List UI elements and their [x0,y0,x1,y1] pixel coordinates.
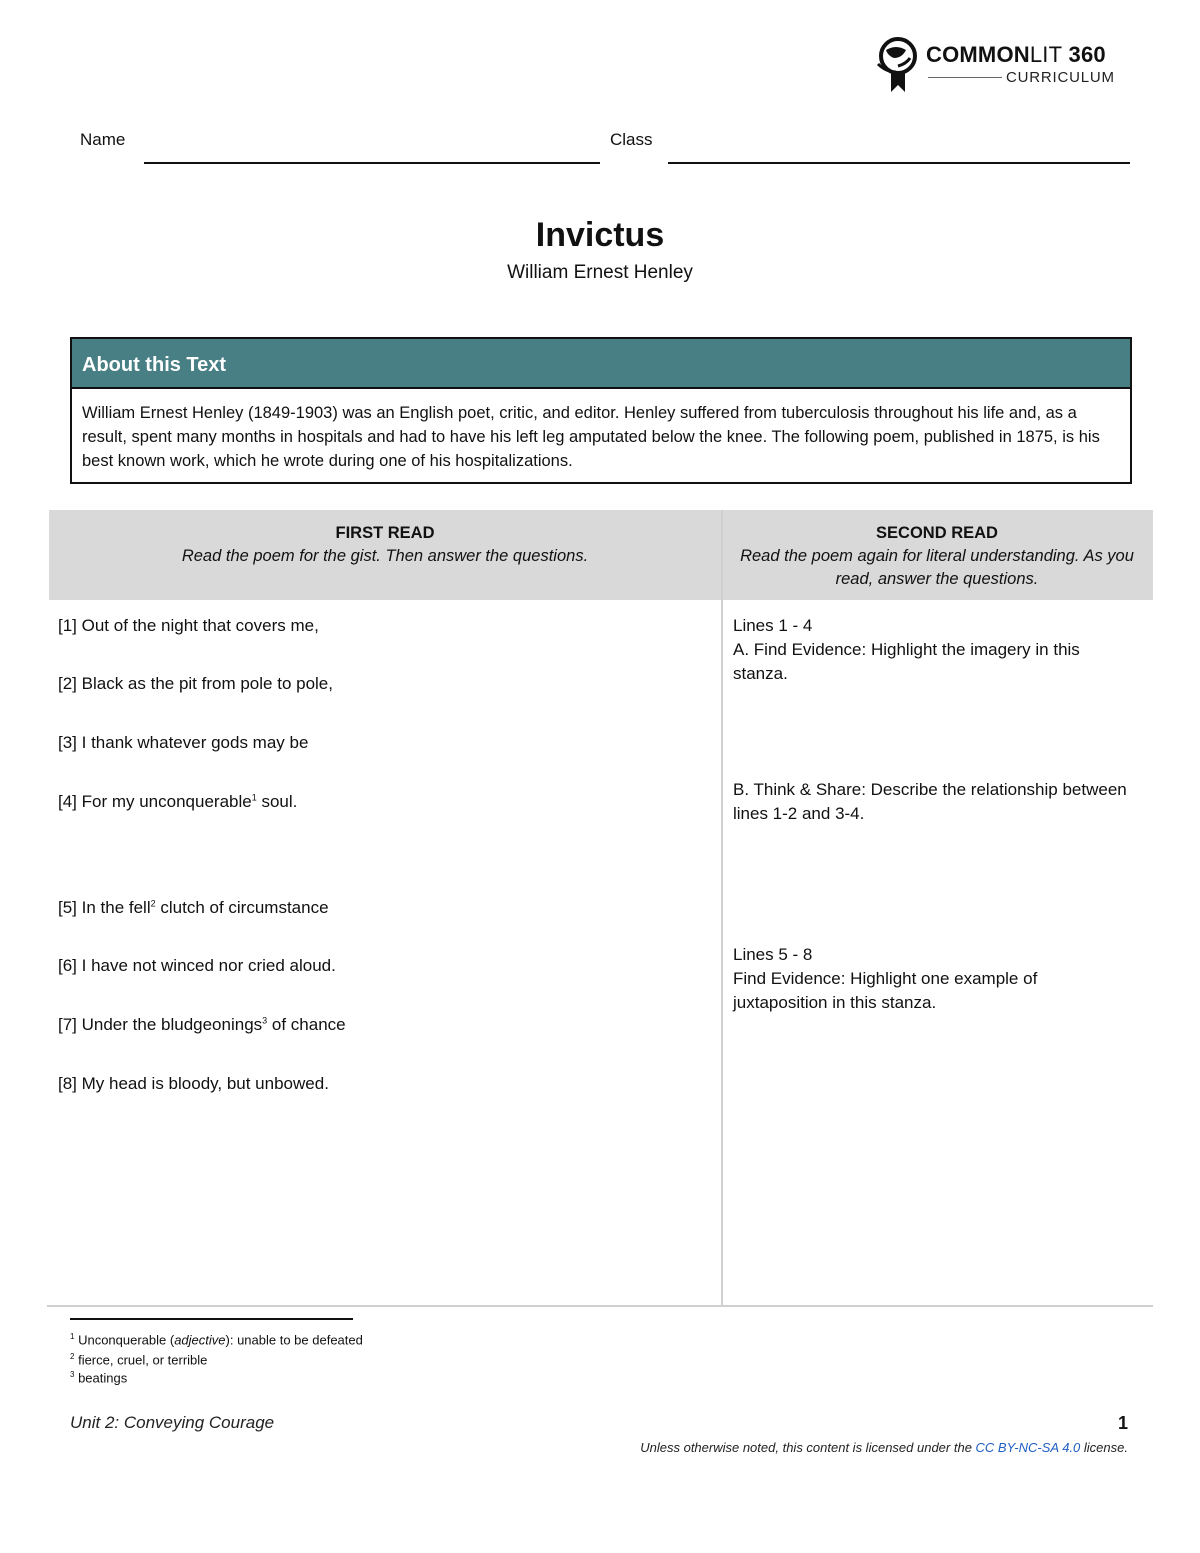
logo-subtitle: CURRICULUM [1006,69,1115,86]
logo-wordmark: COMMONLIT 360 [926,42,1106,67]
commonlit-logo [876,36,1136,94]
footnote-rule [70,1318,353,1320]
class-field[interactable] [668,162,1130,164]
license-link[interactable]: CC BY-NC-SA 4.0 [975,1440,1081,1455]
poem-line: [1] Out of the night that covers me, [58,616,319,635]
class-label: Class [610,130,653,149]
first-read-header: FIRST READ Read the poem for the gist. Then answer the questions. [181,524,589,565]
logo-rule [928,77,1002,78]
name-field[interactable] [144,162,600,164]
about-body: William Ernest Henley (1849-1903) was an English poet, critic, and editor. Henley suffered from tuberculosis throughout his life and, as a result, spent many months in hospitals and had to have his left leg amputated below the knee. The following poem, published in 1875, is his best known work, which he wrote during one of his hospitalizations. [82,404,1100,470]
unit-label: Unit 2: Conveying Courage [70,1413,275,1432]
footnote-ref[interactable]: 3 [262,1015,268,1026]
page-number: 1 [1117,1413,1128,1433]
poem-line: [6] I have not winced nor cried aloud. [58,956,336,975]
page-title: Invictus [535,216,665,254]
footnote-3: $^3$ beatings [70,1370,128,1386]
column-divider [721,510,723,1306]
footnote-ref[interactable]: 2 [150,898,156,909]
footnote-2: $^2$ fierce, cruel, or terrible [70,1352,208,1368]
poem-line: [5] In the fell$^2$ clutch of circumstance [58,898,329,917]
lines-range-label: Lines 1 - 4 [733,616,813,635]
poem-line: [8] My head is bloody, but unbowed. [58,1074,329,1093]
question-block-lines-5-8 [733,943,1133,1015]
poem-line: [2] Black as the pit from pole to pole, [58,674,333,693]
reading-table-header [49,510,1153,600]
poem-line: [3] I thank whatever gods may be [58,733,309,752]
footnote-1: $^1$ Unconquerable (adjective): unable to be defeated [70,1332,363,1348]
author-name: William Ernest Henley [507,262,693,283]
name-label: Name [80,130,126,149]
lines-range-label: Lines 5 - 8 [733,945,813,964]
table-bottom-rule [47,1305,1153,1307]
poem-line: [4] For my unconquerable$^1$ soul. [58,792,298,811]
about-heading: About this Text [72,339,1130,389]
footnote-ref[interactable]: 1 [251,792,257,803]
license-notice: Unless otherwise noted, this content is licensed under the CC BY-NC-SA 4.0 license. [640,1440,1128,1455]
question-a: A. Find Evidence: Highlight the imagery in this stanza. [733,640,1080,683]
poem-line: [7] Under the bludgeonings$^3$ of chance [58,1015,346,1034]
question-b: B. Think & Share: Describe the relationship between lines 1-2 and 3-4. [733,780,1127,823]
question-block-lines-1-4 [733,614,1133,686]
question-juxtaposition: Find Evidence: Highlight one example of juxtaposition in this stanza. [733,969,1038,1012]
second-read-header: SECOND READ Read the poem again for literal understanding. As you read, answer the questions. [740,524,1134,588]
globe-ribbon-icon [876,36,922,94]
about-box [70,337,1132,484]
